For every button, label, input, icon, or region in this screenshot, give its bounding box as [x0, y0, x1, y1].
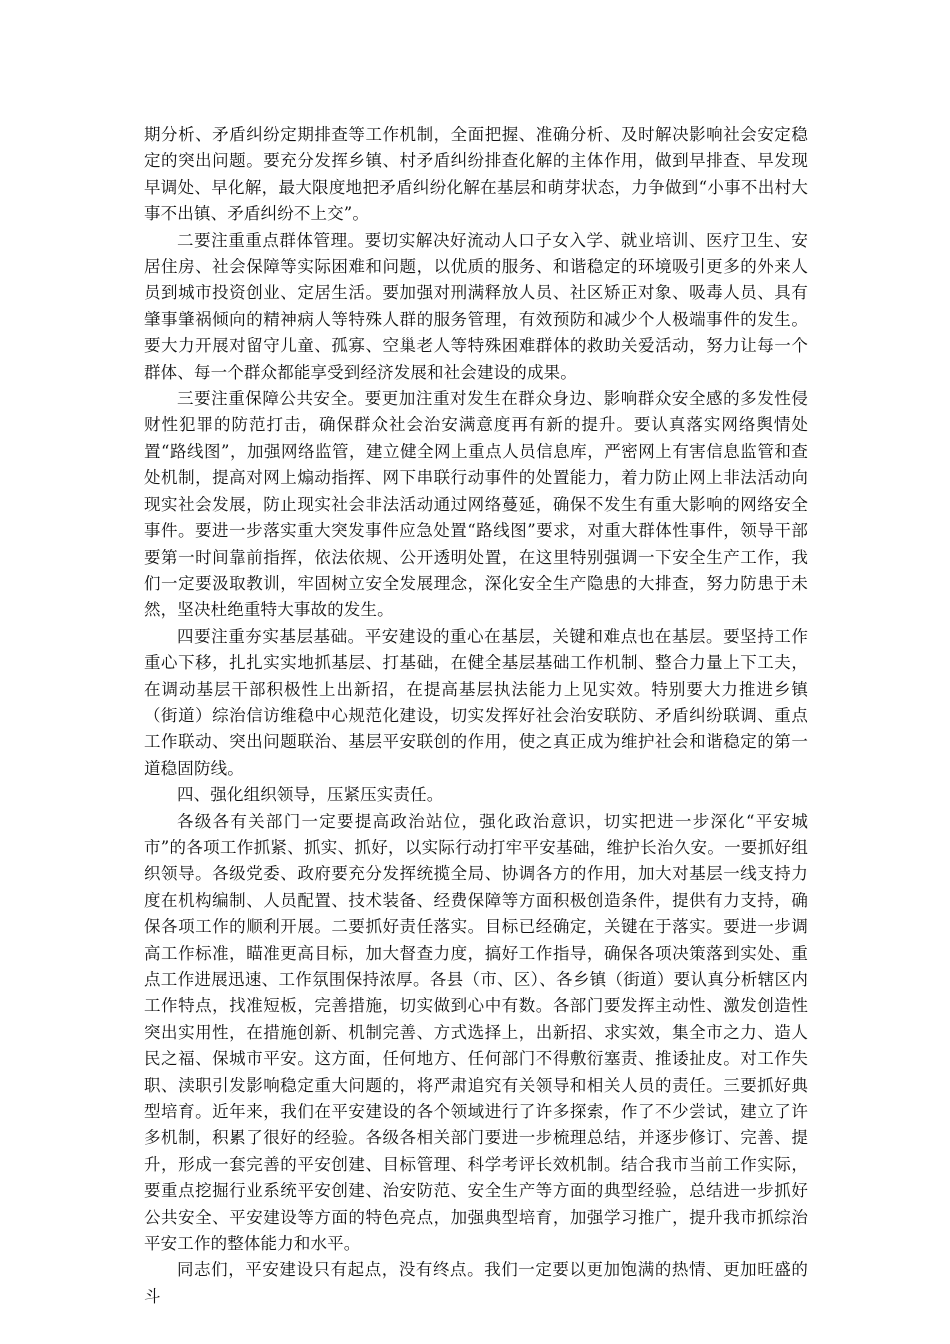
paragraph-key-groups: 二要注重重点群体管理。要切实解决好流动人口子女入学、就业培训、医疗卫生、安居住房、社会保障等实际困难和问题，以优质的服务、和谐稳定的环境吸引更多的外来人员到城市投资创业、定居生活。要加强对刑满释放人员、社区矫正对象、吸毒人员、具有肇事肇祸倾向的精神病人等特殊人群的服务管理，有效预防和减少个人极端事件的发生。要大力开展对留守儿童、孤寡、空巢老人等特殊困难群体的救助关爱活动，努力让每一个群体、每一个群众都能享受到经济发展和社会建设的成果。 — [144, 230, 808, 382]
paragraph-grassroots: 四要注重夯实基层基础。平安建设的重心在基层，关键和难点也在基层。要坚持工作重心下移，扎扎实实地抓基层、打基础，在健全基层基础工作机制、整合力量上下工夫，在调动基层干部积极性上出新招，在提高基层执法能力上见实效。特别要大力推进乡镇（街道）综治信访维稳中心规范化建设，切实发挥好社会治安联防、矛盾纠纷联调、重点工作联动、突出问题联治、基层平安联创的作用，使之真正成为维护社会和谐稳定的第一道稳固防线。 — [144, 626, 808, 778]
paragraph-public-safety: 三要注重保障公共安全。要更加注重对发生在群众身边、影响群众安全感的多发性侵财性犯罪的防范打击，确保群众社会治安满意度再有新的提升。要认真落实网络舆情处置“路线图”，加强网络监管，建立健全网上重点人员信息库，严密网上有害信息监管和查处机制，提高对网上煽动指挥、网下串联行动事件的处置能力，着力防止网上非法活动向现实社会发展，防止现实社会非法活动通过网络蔓延，确保不发生有重大影响的网络安全事件。要进一步落实重大突发事件应急处置“路线图”要求，对重大群体性事件，领导干部要第一时间靠前指挥，依法依规、公开透明处置，在这里特别强调一下安全生产工作，我们一定要汲取教训，牢固树立安全发展理念，深化安全生产隐患的大排查，努力防患于未然，坚决杜绝重特大事故的发生。 — [144, 389, 808, 620]
section-heading-organization: 四、强化组织领导，压紧压实责任。 — [177, 785, 444, 805]
paragraph-closing: 同志们，平安建设只有起点，没有终点。我们一定要以更加饱满的热情、更加旺盛的斗 — [144, 1260, 808, 1306]
paragraph-continuation: 期分析、矛盾纠纷定期排查等工作机制，全面把握、准确分析、及时解决影响社会安定稳定的突出问题。要充分发挥乡镇、村矛盾纠纷排查化解的主体作用，做到早排查、早发现早调处、早化解，最大限度地把矛盾纠纷化解在基层和萌芽状态，力争做到“小事不出村大事不出镇、矛盾纠纷不上交”。 — [144, 125, 808, 224]
body-text — [144, 122, 808, 1310]
paragraph-responsibility: 各级各有关部门一定要提高政治站位，强化政治意识，切实把进一步深化“平安城市”的各项工作抓紧、抓实、抓好，以实际行动打牢平安基础，维护长治久安。一要抓好组织领导。各级党委、政府要充分发挥统揽全局、协调各方的作用，加大对基层一线支持力度在机构编制、人员配置、技术装备、经费保障等方面积极创造条件，提供有力支持，确保各项工作的顺利开展。二要抓好责任落实。目标已经确定，关键在于落实。要进一步调高工作标准，瞄准更高目标，加大督查力度，搞好工作指导，确保各项决策落到实处、重点工作进展迅速、工作氛围保持浓厚。各县（市、区）、各乡镇（街道）要认真分析辖区内工作特点，找准短板，完善措施，切实做到心中有数。各部门要发挥主动性、激发创造性突出实用性，在措施创新、机制完善、方式选择上，出新招、求实效，集全市之力、造人民之福、保城市平安。这方面，任何地方、任何部门不得敷衍塞责、推诿扯皮。对工作失职、渎职引发影响稳定重大问题的，将严肃追究有关领导和相关人员的责任。三要抓好典型培育。近年来，我们在平安建设的各个领域进行了许多探索，作了不少尝试，建立了许多机制，积累了很好的经验。各级各相关部门要进一步梳理总结，并逐步修订、完善、提升，形成一套完善的平安创建、目标管理、科学考评长效机制。结合我市当前工作实际，要重点挖掘行业系统平安创建、治安防范、安全生产等方面的典型经验，总结进一步抓好公共安全、平安建设等方面的特色亮点，加强典型培育，加强学习推广，提升我市抓综治平安工作的整体能力和水平。 — [144, 811, 808, 1254]
